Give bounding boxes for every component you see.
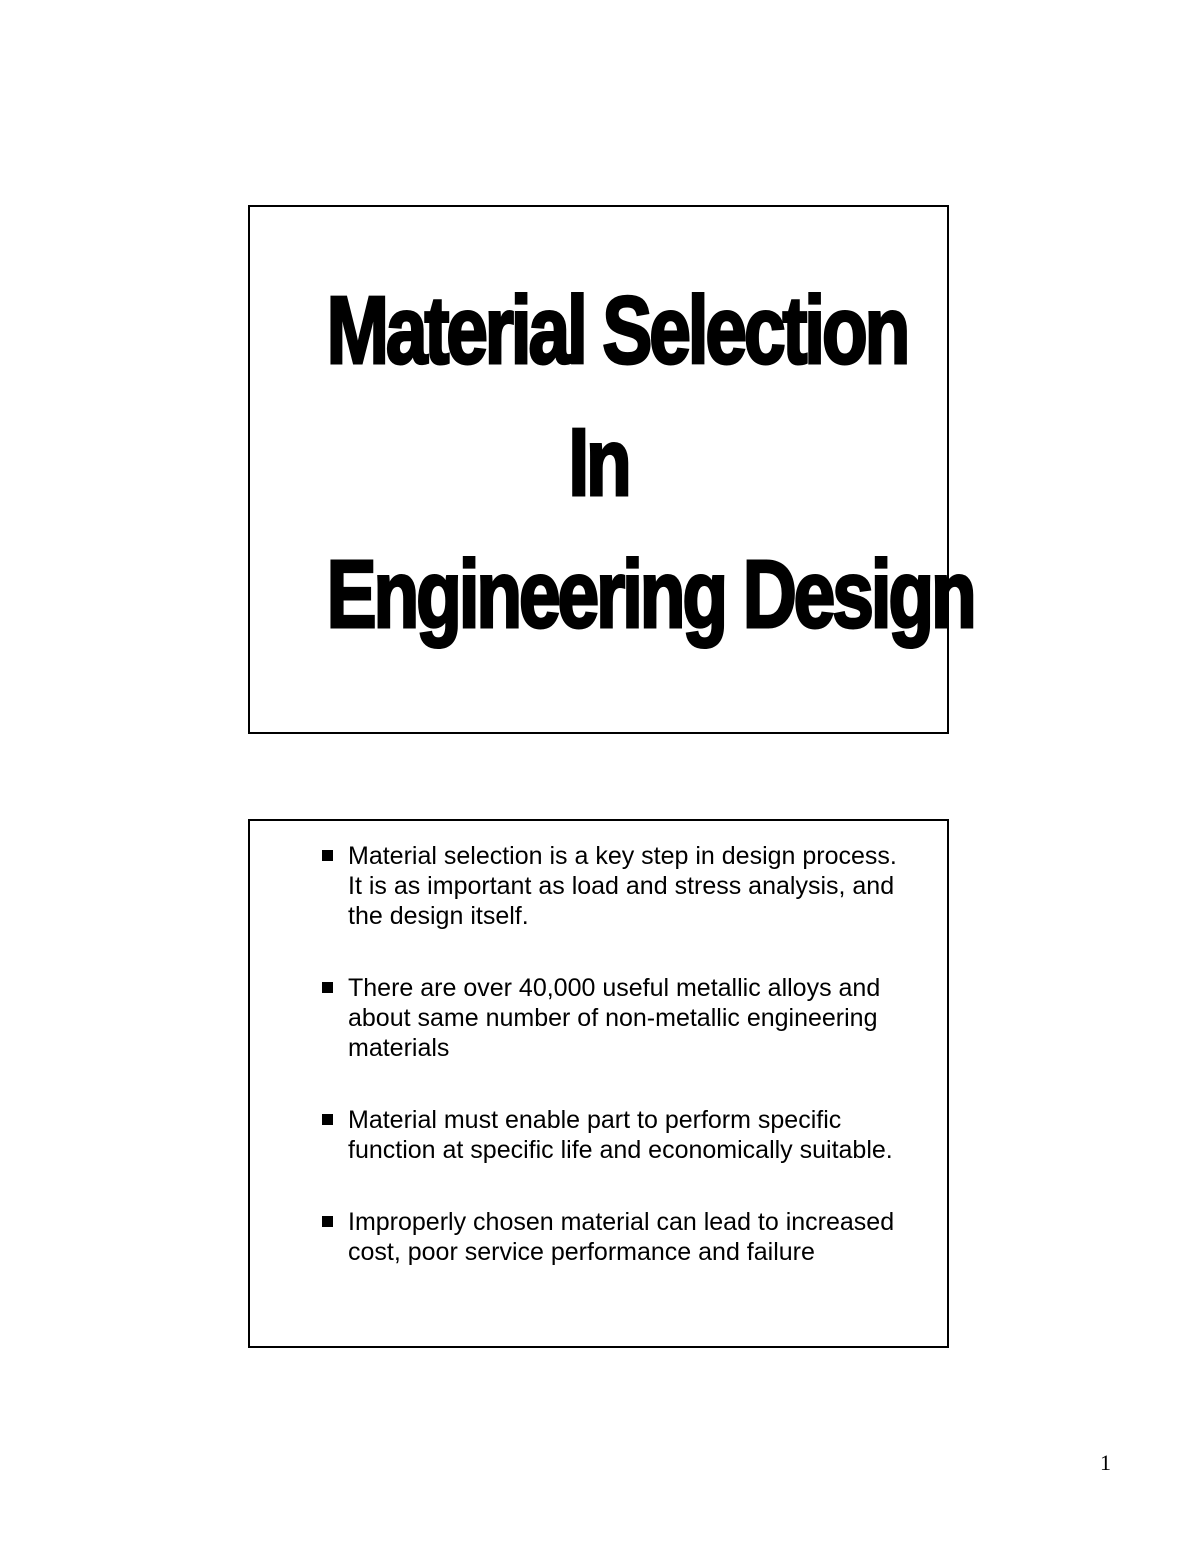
square-bullet-icon [322,1114,333,1125]
square-bullet-icon [322,850,333,861]
title-line: Engineering Design [326,541,974,648]
square-bullet-icon [322,1216,333,1227]
bullet-text: Improperly chosen material can lead to increased cost, poor service performance and failure [348,1208,895,1266]
title-line: In [568,409,629,516]
bullet-item [320,1105,910,1165]
bullet-list [320,841,910,1309]
page-number: 1 [1100,1450,1111,1475]
bullet-text: Material must enable part to perform specific function at specific life and economically suitable. [348,1106,893,1164]
bullet-slide [248,819,949,1348]
bullet-item [320,841,910,931]
bullet-text: There are over 40,000 useful metallic alloys and about same number of non-metallic engineering materials [348,974,881,1062]
bullet-item [320,973,910,1063]
title-slide [248,205,974,734]
square-bullet-icon [322,982,333,993]
slide-title [250,265,974,661]
title-line: Material Selection [326,277,908,384]
bullet-item [320,1207,910,1267]
bullet-text: Material selection is a key step in design process. It is as important as load and stress analysis, and the design itself. [348,842,897,930]
